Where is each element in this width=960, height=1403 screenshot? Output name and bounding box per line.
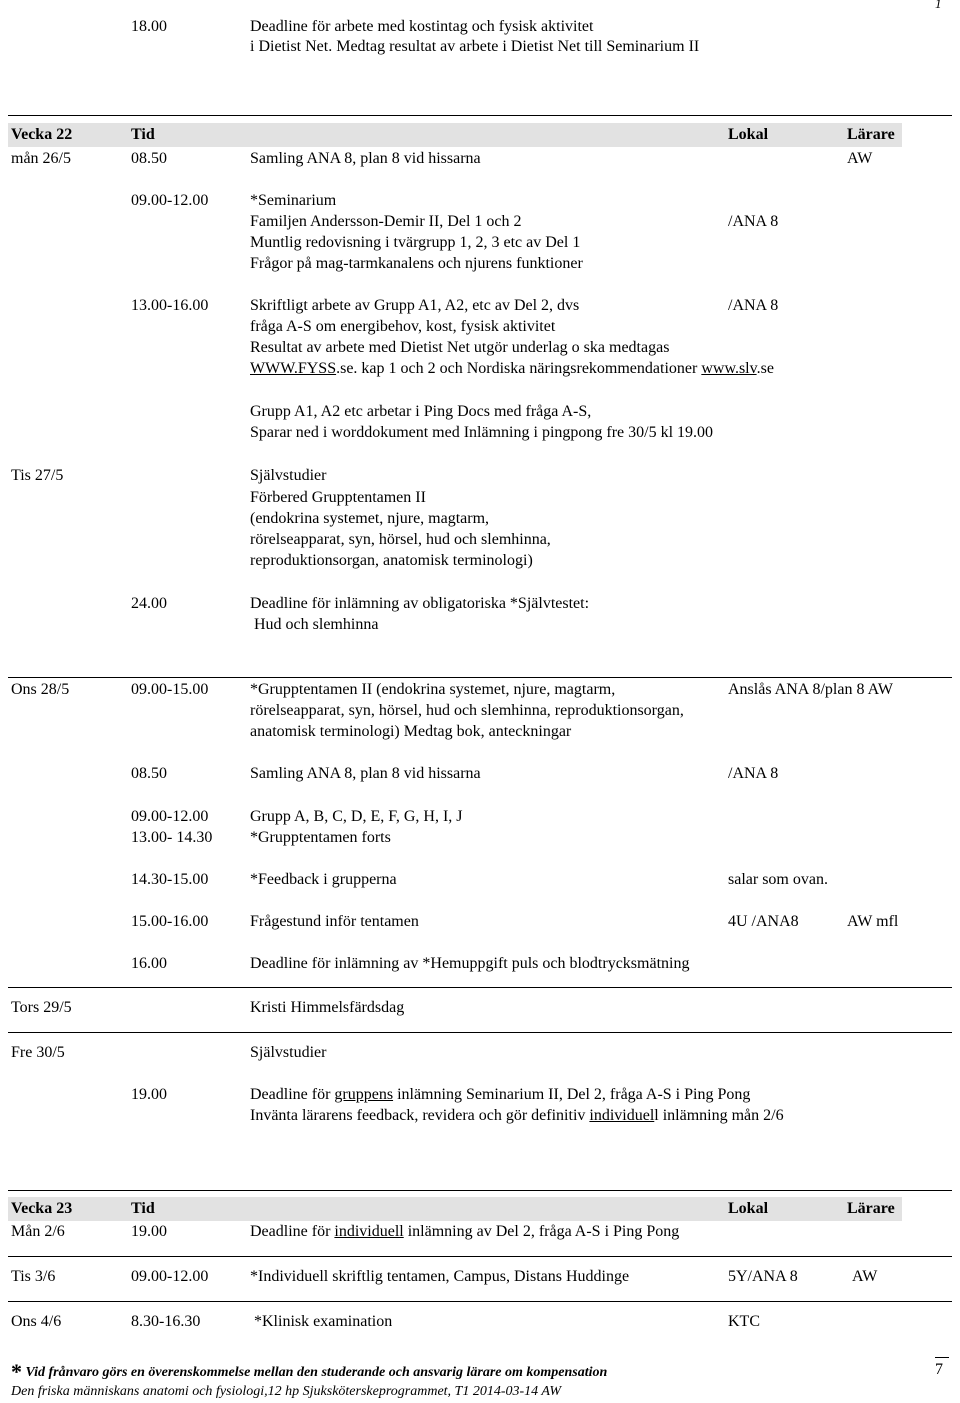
activity: Skriftligt arbete av Grupp A1, A2, etc av Del 2, dvs [250, 297, 580, 314]
room: salar som ovan. [728, 871, 828, 888]
time: 14.30-15.00 [131, 871, 209, 888]
activity: Familjen Andersson-Demir II, Del 1 och 2 [250, 213, 522, 230]
time: 09.00-12.00 [131, 1268, 209, 1285]
activity: anatomisk terminologi) Medtag bok, anteckningar [250, 723, 572, 740]
activity: reproduktionsorgan, anatomisk terminologi) [250, 552, 533, 569]
activity: Deadline för gruppens inlämning Seminarium II, Del 2, fråga A-S i Ping Pong [250, 1086, 751, 1103]
activity: *Feedback i grupperna [250, 871, 397, 888]
activity: Deadline för inlämning av *Hemuppgift puls och blodtrycksmätning [250, 955, 690, 972]
activity-links: WWW.FYSS.se. kap 1 och 2 och Nordiska näringsrekommendationer www.slv.se [250, 360, 774, 377]
room: /ANA 8 [728, 297, 779, 314]
room: Anslås ANA 8/plan 8 AW [728, 681, 893, 698]
activity: Samling ANA 8, plan 8 vid hissarna [250, 150, 481, 167]
activity: Sparar ned i worddokument med Inlämning i pingpong fre 30/5 kl 19.00 [250, 424, 714, 441]
room: /ANA 8 [728, 213, 779, 230]
teacher: AW mfl [847, 913, 899, 930]
top-line-1: Deadline för arbete med kostintag och fysisk aktivitet [250, 18, 594, 35]
time: 16.00 [131, 955, 167, 972]
day-mon-2: Mån 2/6 [11, 1223, 65, 1240]
page-number: 7 [935, 1361, 943, 1378]
time: 09.00-15.00 [131, 681, 209, 698]
activity: Muntlig redovisning i tvärgrupp 1, 2, 3 etc av Del 1 [250, 234, 581, 251]
activity: Invänta lärarens feedback, revidera och gör definitiv individuell inlämning mån 2/6 [250, 1107, 784, 1124]
activity: *Klinisk examination [254, 1313, 393, 1330]
day-wed-4: Ons 4/6 [11, 1313, 62, 1330]
activity: fråga A-S om energibehov, kost, fysisk aktivitet [250, 318, 556, 335]
divider [8, 1032, 952, 1033]
week22-rule [8, 115, 952, 116]
page-number-top: 1 [935, 0, 942, 11]
week23-tid: Tid [131, 1200, 155, 1217]
activity: rörelseapparat, syn, hörsel, hud och slemhinna, reproduktionsorgan, [250, 702, 684, 719]
teacher: AW [852, 1268, 878, 1285]
activity: Frågestund inför tentamen [250, 913, 419, 930]
activity: *Seminarium [250, 192, 337, 209]
time: 19.00 [131, 1086, 167, 1103]
activity: (endokrina systemet, njure, magtarm, [250, 510, 490, 527]
activity: Grupp A, B, C, D, E, F, G, H, I, J [250, 808, 463, 825]
divider [8, 1301, 952, 1302]
activity: Deadline för individuell inlämning av Del 2, fråga A-S i Ping Pong [250, 1223, 680, 1240]
divider [8, 987, 952, 988]
time: 19.00 [131, 1223, 167, 1240]
divider [8, 677, 952, 678]
week23-lokal: Lokal [728, 1200, 769, 1217]
activity: Självstudier [250, 1044, 327, 1061]
top-line-2: i Dietist Net. Medtag resultat av arbete i Dietist Net till Seminarium II [250, 38, 700, 55]
time: 13.00- 14.30 [131, 829, 213, 846]
divider [8, 1256, 952, 1257]
activity: Resultat av arbete med Dietist Net utgör underlag o ska medtagas [250, 339, 670, 356]
day-tue-27: Tis 27/5 [11, 467, 64, 484]
room: KTC [728, 1313, 760, 1330]
top-time: 18.00 [131, 18, 167, 35]
day-thu-29: Tors 29/5 [11, 999, 72, 1016]
activity: *Individuell skriftlig tentamen, Campus, Distans Huddinge [250, 1268, 630, 1285]
time: 08.50 [131, 765, 167, 782]
time: 24.00 [131, 595, 167, 612]
week22-label: Vecka 22 [11, 126, 73, 143]
activity: Frågor på mag-tarmkanalens och njurens funktioner [250, 255, 583, 272]
week23-larare: Lärare [847, 1200, 895, 1217]
activity: rörelseapparat, syn, hörsel, hud och slemhinna, [250, 531, 551, 548]
teacher: AW [847, 150, 873, 167]
day-mon-26: mån 26/5 [11, 150, 71, 167]
page-number-rule [935, 1357, 949, 1358]
activity: Självstudier [250, 467, 327, 484]
activity: Grupp A1, A2 etc arbetar i Ping Docs med fråga A-S, [250, 403, 592, 420]
activity: *Grupptentamen forts [250, 829, 391, 846]
activity: Förbered Grupptentamen II [250, 489, 426, 506]
fyss-link[interactable]: WWW.FYSS [250, 360, 337, 377]
room: 5Y/ANA 8 [728, 1268, 798, 1285]
activity: Hud och slemhinna [254, 616, 379, 633]
week23-label: Vecka 23 [11, 1200, 73, 1217]
week22-larare: Lärare [847, 126, 895, 143]
room: /ANA 8 [728, 765, 779, 782]
time: 09.00-12.00 [131, 808, 209, 825]
day-wed-28: Ons 28/5 [11, 681, 70, 698]
footer-line: Den friska människans anatomi och fysiologi,12 hp Sjuksköterskeprogrammet, T1 2014-03-14 AW [11, 1384, 562, 1399]
time: 15.00-16.00 [131, 913, 209, 930]
activity: Deadline för inlämning av obligatoriska *Självtestet: [250, 595, 590, 612]
day-fri-30: Fre 30/5 [11, 1044, 65, 1061]
time: 08.50 [131, 150, 167, 167]
day-tue-3: Tis 3/6 [11, 1268, 56, 1285]
time: 09.00-12.00 [131, 192, 209, 209]
room: 4U /ANA8 [728, 913, 799, 930]
time: 13.00-16.00 [131, 297, 209, 314]
activity: Kristi Himmelsfärdsdag [250, 999, 405, 1016]
activity: Samling ANA 8, plan 8 vid hissarna [250, 765, 481, 782]
week22-lokal: Lokal [728, 126, 769, 143]
footnote: * Vid frånvaro görs en överenskommelse mellan den studerande och ansvarig lärare om kompensation [11, 1359, 608, 1384]
week23-rule [8, 1190, 952, 1191]
week22-tid: Tid [131, 126, 155, 143]
slv-link[interactable]: www.slv [701, 360, 757, 377]
activity: *Grupptentamen II (endokrina systemet, njure, magtarm, [250, 681, 616, 698]
time: 8.30-16.30 [131, 1313, 201, 1330]
